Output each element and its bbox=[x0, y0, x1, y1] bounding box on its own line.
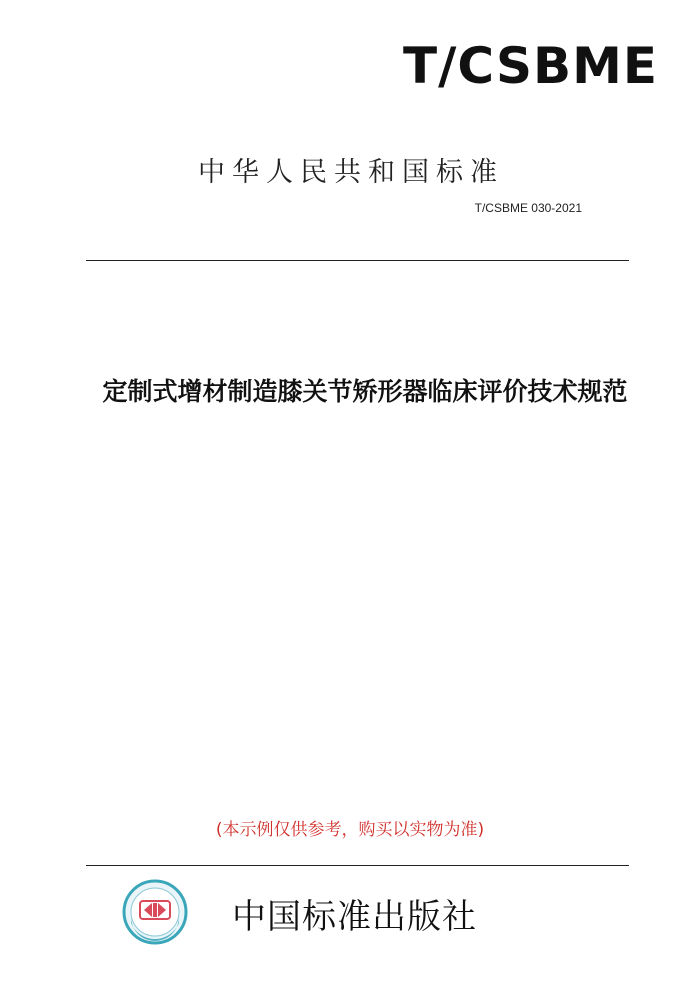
sample-disclaimer: (本示例仅供参考，购买以实物为准) bbox=[215, 820, 485, 840]
standard-logo: T/CSBME bbox=[402, 37, 658, 95]
bottom-divider bbox=[86, 865, 629, 866]
top-divider bbox=[86, 260, 629, 261]
publisher-seal-icon bbox=[122, 879, 188, 945]
document-title: 定制式增材制造膝关节矫形器临床评价技术规范 bbox=[102, 377, 628, 406]
standard-category: 中华人民共和国标准 bbox=[198, 157, 504, 188]
publisher-name: 中国标准出版社 bbox=[232, 897, 477, 937]
standard-number: T/CSBME 030-2021 bbox=[474, 201, 582, 215]
